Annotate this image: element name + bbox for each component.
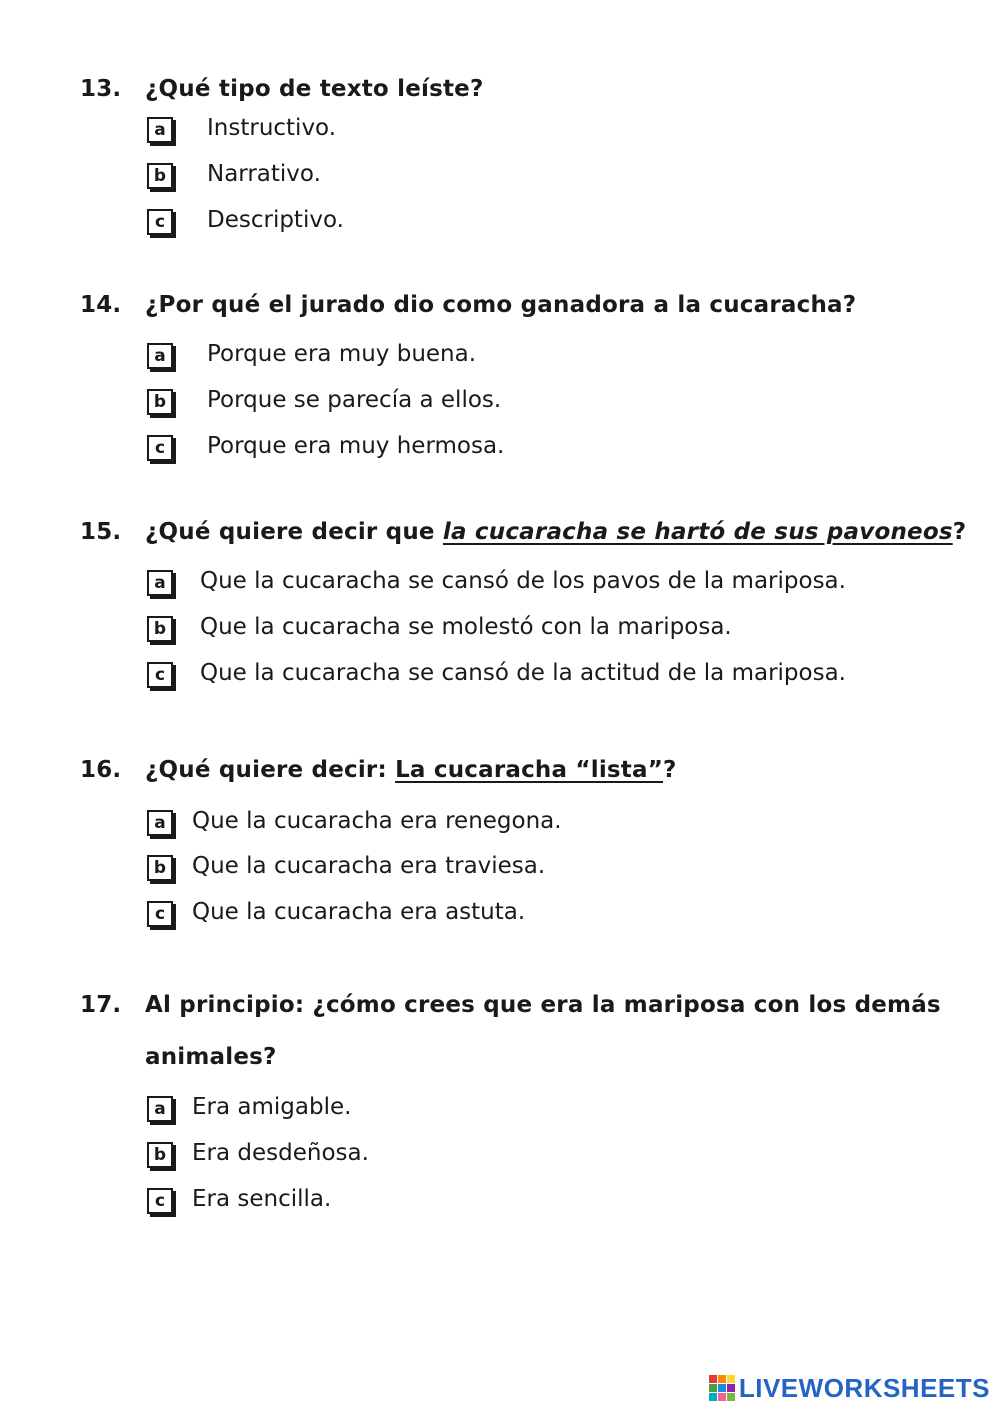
question-13 xyxy=(80,76,980,106)
option-text: Que la cucaracha se molestó con la mariposa. xyxy=(200,614,732,640)
question-text xyxy=(145,519,966,545)
option-text: Que la cucaracha se cansó de la actitud de la mariposa. xyxy=(200,660,846,686)
question-15 xyxy=(80,519,980,549)
option-text: Porque era muy buena. xyxy=(207,341,477,367)
question-text-emphasis: La cucaracha “lista” xyxy=(395,757,664,783)
question-text-emphasis: la cucaracha se hartó de sus pavoneos xyxy=(442,519,953,545)
answer-checkbox[interactable]: b xyxy=(147,1142,173,1168)
question-text-suffix: ? xyxy=(952,519,967,545)
question-text-prefix: ¿Qué quiere decir que xyxy=(145,519,443,545)
option-text: Descriptivo. xyxy=(207,207,344,233)
logo-cell xyxy=(709,1393,717,1401)
logo-cell xyxy=(709,1384,717,1392)
answer-checkbox[interactable]: a xyxy=(147,570,173,596)
answer-checkbox[interactable]: a xyxy=(147,810,173,836)
question-number: 17. xyxy=(80,992,122,1018)
question-number: 14. xyxy=(80,292,122,318)
logo-cell xyxy=(727,1375,735,1383)
answer-checkbox[interactable]: c xyxy=(147,209,173,235)
question-16 xyxy=(80,757,980,787)
logo-cell xyxy=(727,1384,735,1392)
option-text: Que la cucaracha era traviesa. xyxy=(192,853,546,879)
answer-checkbox[interactable]: b xyxy=(147,389,173,415)
option-text: Porque se parecía a ellos. xyxy=(207,387,502,413)
answer-checkbox[interactable]: b xyxy=(147,855,173,881)
answer-checkbox[interactable]: a xyxy=(147,1096,173,1122)
question-text-line-2: animales? xyxy=(145,1044,277,1070)
option-text: Era amigable. xyxy=(192,1094,352,1120)
liveworksheets-logo-icon xyxy=(709,1375,735,1401)
answer-checkbox[interactable]: c xyxy=(147,662,173,688)
option-text: Que la cucaracha era astuta. xyxy=(192,899,526,925)
logo-cell xyxy=(718,1384,726,1392)
logo-cell xyxy=(718,1375,726,1383)
question-number: 16. xyxy=(80,757,122,783)
option-text: Era desdeñosa. xyxy=(192,1140,369,1166)
option-text: Que la cucaracha era renegona. xyxy=(192,808,562,834)
answer-checkbox[interactable]: a xyxy=(147,117,173,143)
question-17 xyxy=(80,992,980,1072)
question-text-prefix: ¿Qué quiere decir: xyxy=(145,757,396,783)
question-text: ¿Qué tipo de texto leíste? xyxy=(145,76,484,102)
question-text-suffix: ? xyxy=(663,757,677,783)
question-text xyxy=(145,757,677,783)
liveworksheets-watermark xyxy=(709,1373,990,1403)
option-text: Instructivo. xyxy=(207,115,337,141)
question-14 xyxy=(80,292,980,322)
question-text-line-1: Al principio: ¿cómo crees que era la mariposa con los demás xyxy=(145,992,941,1018)
answer-checkbox[interactable]: c xyxy=(147,435,173,461)
answer-checkbox[interactable]: b xyxy=(147,163,173,189)
question-text: ¿Por qué el jurado dio como ganadora a la cucaracha? xyxy=(145,292,857,318)
answer-checkbox[interactable]: c xyxy=(147,901,173,927)
option-text: Porque era muy hermosa. xyxy=(207,433,505,459)
question-number: 13. xyxy=(80,76,122,102)
question-number: 15. xyxy=(80,519,122,545)
answer-checkbox[interactable]: b xyxy=(147,616,173,642)
watermark-text: LIVEWORKSHEETS xyxy=(738,1372,990,1403)
answer-checkbox[interactable]: a xyxy=(147,343,173,369)
logo-cell xyxy=(718,1393,726,1401)
logo-cell xyxy=(709,1375,717,1383)
option-text: Narrativo. xyxy=(207,161,321,187)
answer-checkbox[interactable]: c xyxy=(147,1188,173,1214)
option-text: Era sencilla. xyxy=(192,1186,332,1212)
logo-cell xyxy=(727,1393,735,1401)
option-text: Que la cucaracha se cansó de los pavos de la mariposa. xyxy=(200,568,846,594)
